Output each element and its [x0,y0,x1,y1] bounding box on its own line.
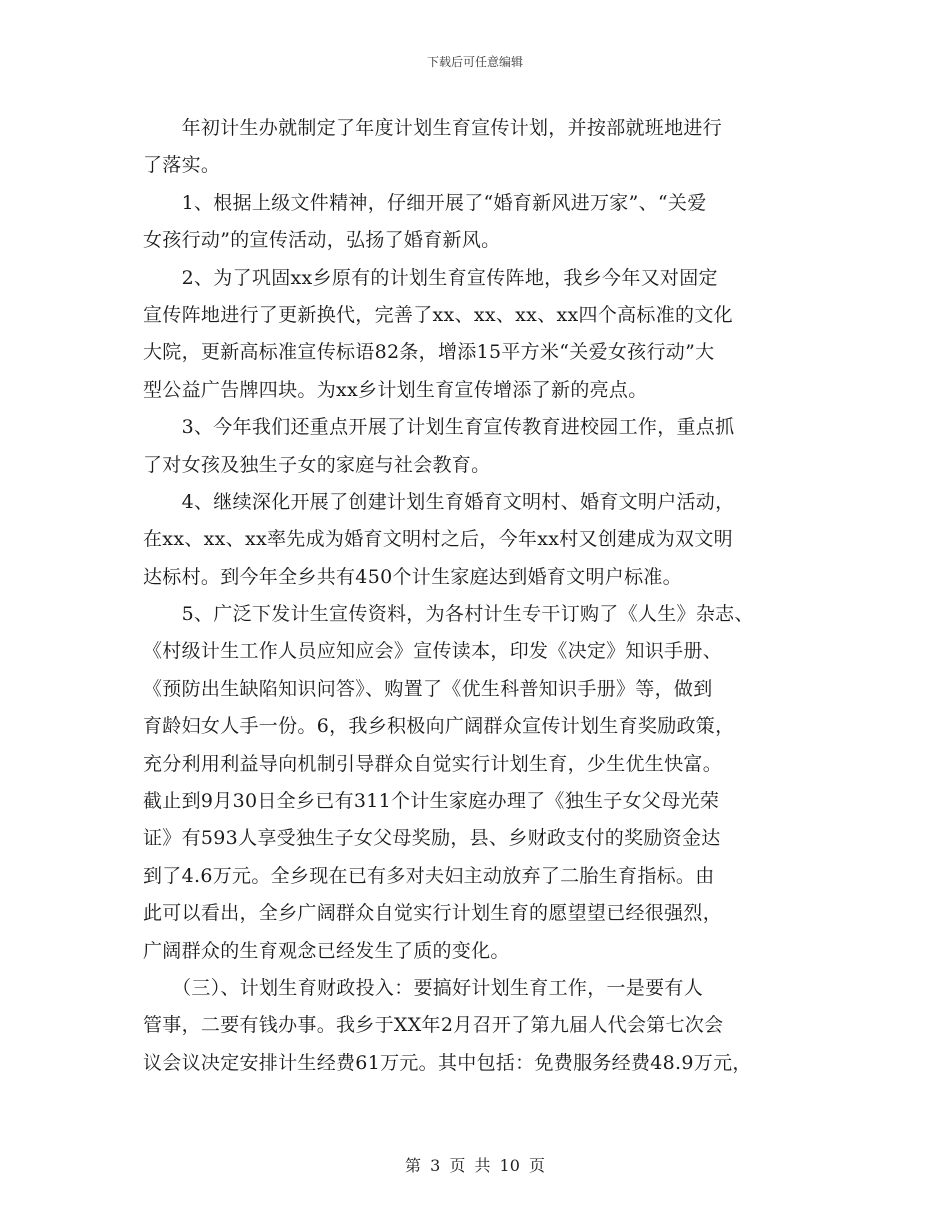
text-line: 年初计生办就制定了年度计划生育宣传计划，并按部就班地进行 [143,117,723,139]
text-line: 宣传阵地进行了更新换代，完善了xx、xx、xx、xx四个高标准的文化 [143,303,733,326]
text-line: （三）、计划生育财政投入：要搞好计划生育工作，一是要有人 [143,976,704,999]
text-line: 《预防出生缺陷知识问答》、购置了《优生科普知识手册》等，做到 [143,677,713,700]
text-line: 此可以看出，全乡广阔群众自觉实行计划生育的愿望望已经很强烈， [143,902,723,925]
text-line: 2、为了巩固xx乡原有的计划生育宣传阵地，我乡今年又对固定 [143,266,718,289]
page-footer: 第 3 页 共 10 页 [405,1156,545,1175]
text-line: 大院，更新高标准宣传标语82条，增添15平方米“关爱女孩行动”大 [143,341,715,364]
text-line: 达标村。到今年全乡共有450个计生家庭达到婚育文明户标准。 [143,565,682,588]
document-body [143,110,823,1082]
text-line: 女孩行动”的宣传活动，弘扬了婚育新风。 [143,229,501,252]
text-line: 型公益广告牌四块。为xx乡计划生育宣传增添了新的亮点。 [143,378,648,401]
text-line: 5、广泛下发计生宣传资料，为各村计生专干订购了《人生》杂志、 [143,603,754,626]
text-line: 证》有593人享受独生子女父母奖励，县、乡财政支付的奖励资金达 [143,827,721,850]
page-header: 下载后可任意编辑 [426,55,523,69]
text-line: 《村级计生工作人员应知应会》宣传读本，印发《决定》知识手册、 [143,640,723,663]
text-line: 议会议决定安排计生经费61万元。其中包括：免费服务经费48.9万元， [143,1051,752,1074]
text-line: 管事，二要有钱办事。我乡于XX年2月召开了第九届人代会第七次会 [143,1014,724,1037]
text-line: 3、今年我们还重点开展了计划生育宣传教育进校园工作，重点抓 [143,416,735,439]
text-line: 截止到9月30日全乡已有311个计生家庭办理了《独生子女父母光荣 [143,790,720,813]
text-line: 广阔群众的生育观念已经发生了质的变化。 [143,939,510,962]
text-line: 了落实。 [143,154,221,177]
text-line: 育龄妇女人手一份。6，我乡积极向广阔群众宣传计划生育奖励政策， [143,715,735,738]
text-line: 了对女孩及独生子女的家庭与社会教育。 [143,453,491,476]
text-line: 充分利用利益导向机制引导群众自觉实行计划生育，少生优生快富。 [143,752,723,775]
text-line: 1、根据上级文件精神，仔细开展了“婚育新风进万家”、“关爱 [143,191,707,214]
text-line: 到了4.6万元。全乡现在已有多对夫妇主动放弃了二胎生育指标。由 [143,864,715,887]
text-line: 在xx、xx、xx率先成为婚育文明村之后，今年xx村又创建成为双文明 [143,528,733,551]
text-line: 4、继续深化开展了创建计划生育婚育文明村、婚育文明户活动， [143,490,735,513]
